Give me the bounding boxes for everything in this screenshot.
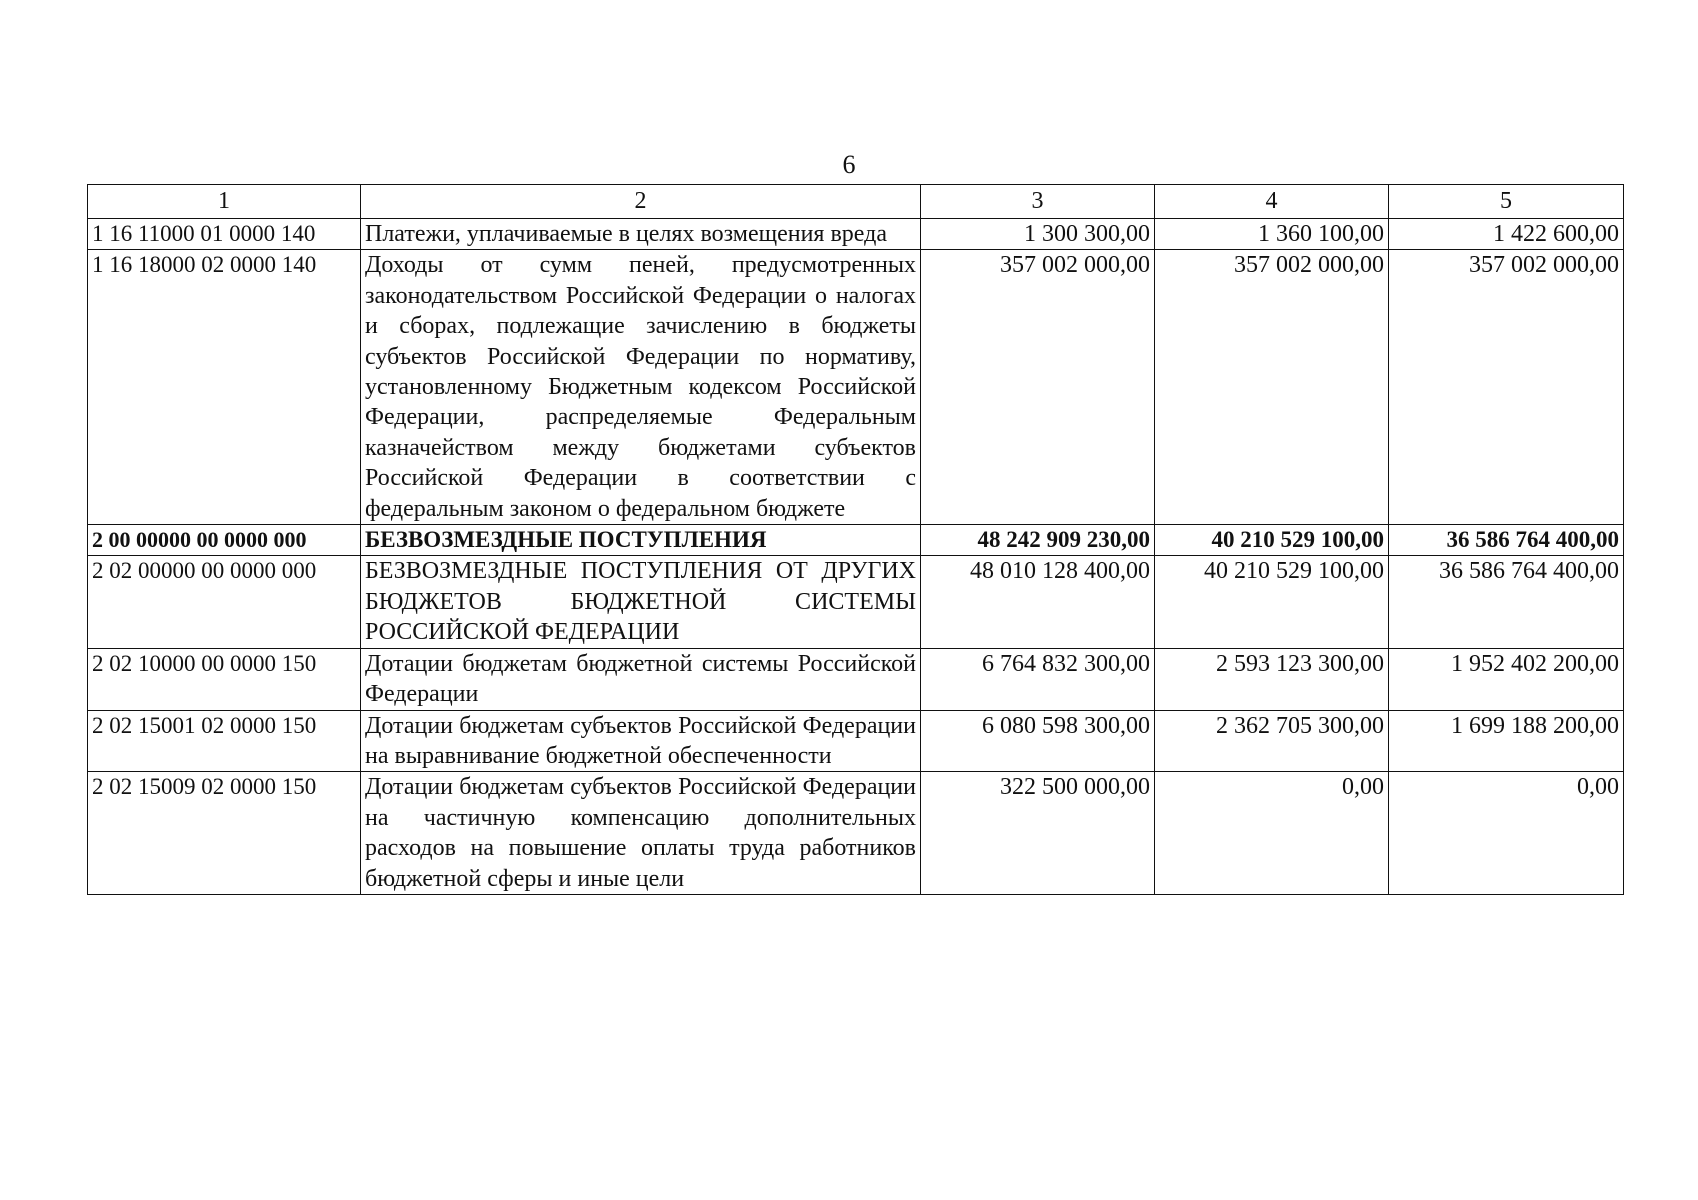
amount-col3-cell: 357 002 000,00 <box>921 250 1155 525</box>
amount-col4-cell: 40 210 529 100,00 <box>1155 556 1389 648</box>
table-row <box>88 250 1624 525</box>
amount-col3-cell: 1 300 300,00 <box>921 219 1155 250</box>
budget-code-cell: 2 02 15009 02 0000 150 <box>88 772 361 895</box>
amount-col3-cell: 322 500 000,00 <box>921 772 1155 895</box>
revenue-name-cell: БЕЗВОЗМЕЗДНЫЕ ПОСТУПЛЕНИЯ <box>361 525 921 556</box>
column-header-1: 1 <box>88 185 361 219</box>
amount-col3-cell: 6 764 832 300,00 <box>921 648 1155 710</box>
revenue-name-cell: Дотации бюджетам субъектов Российской Федерации на частичную компенсацию дополнительных расходов на повышение оплаты труда работников бюджетной сферы и иные цели <box>361 772 921 895</box>
budget-code-cell: 1 16 18000 02 0000 140 <box>88 250 361 525</box>
amount-col4-cell: 40 210 529 100,00 <box>1155 525 1389 556</box>
table-row-total <box>88 525 1624 556</box>
amount-col4-cell: 2 593 123 300,00 <box>1155 648 1389 710</box>
table-row <box>88 772 1624 895</box>
revenue-name-cell: Дотации бюджетам бюджетной системы Российской Федерации <box>361 648 921 710</box>
table-row <box>88 556 1624 648</box>
revenue-name-cell: Платежи, уплачиваемые в целях возмещения вреда <box>361 219 921 250</box>
column-header-2: 2 <box>361 185 921 219</box>
revenue-name-cell: БЕЗВОЗМЕЗДНЫЕ ПОСТУПЛЕНИЯ ОТ ДРУГИХ БЮДЖЕТОВ БЮДЖЕТНОЙ СИСТЕМЫ РОССИЙСКОЙ ФЕДЕРАЦИИ <box>361 556 921 648</box>
amount-col5-cell: 357 002 000,00 <box>1389 250 1624 525</box>
amount-col5-cell: 1 699 188 200,00 <box>1389 710 1624 772</box>
budget-code-cell: 2 02 15001 02 0000 150 <box>88 710 361 772</box>
amount-col4-cell: 2 362 705 300,00 <box>1155 710 1389 772</box>
amount-col4-cell: 0,00 <box>1155 772 1389 895</box>
budget-code-cell: 2 02 10000 00 0000 150 <box>88 648 361 710</box>
table-row <box>88 710 1624 772</box>
revenue-name-cell: Доходы от сумм пеней, предусмотренных законодательством Российской Федерации о налогах и сборах, подлежащие зачислению в бюджеты субъектов Российской Федерации по нормативу, установленному Бюджетным кодексом Российской Федерации, распределяемые Федеральным казначейством между бюджетами субъектов Российской Федерации в соответствии с федеральным законом о федеральном бюджете <box>361 250 921 525</box>
column-header-3: 3 <box>921 185 1155 219</box>
column-header-4: 4 <box>1155 185 1389 219</box>
budget-code-cell: 2 00 00000 00 0000 000 <box>88 525 361 556</box>
page-number: 6 <box>842 150 856 179</box>
amount-col3-cell: 48 010 128 400,00 <box>921 556 1155 648</box>
column-header-5: 5 <box>1389 185 1624 219</box>
table-header-row <box>88 185 1624 219</box>
amount-col5-cell: 36 586 764 400,00 <box>1389 525 1624 556</box>
table-row <box>88 648 1624 710</box>
amount-col5-cell: 1 422 600,00 <box>1389 219 1624 250</box>
budget-code-cell: 1 16 11000 01 0000 140 <box>88 219 361 250</box>
budget-revenue-table <box>87 184 1624 895</box>
budget-code-cell: 2 02 00000 00 0000 000 <box>88 556 361 648</box>
amount-col5-cell: 0,00 <box>1389 772 1624 895</box>
revenue-name-cell: Дотации бюджетам субъектов Российской Федерации на выравнивание бюджетной обеспеченности <box>361 710 921 772</box>
amount-col4-cell: 1 360 100,00 <box>1155 219 1389 250</box>
amount-col3-cell: 48 242 909 230,00 <box>921 525 1155 556</box>
table-row <box>88 219 1624 250</box>
amount-col5-cell: 1 952 402 200,00 <box>1389 648 1624 710</box>
amount-col4-cell: 357 002 000,00 <box>1155 250 1389 525</box>
amount-col5-cell: 36 586 764 400,00 <box>1389 556 1624 648</box>
amount-col3-cell: 6 080 598 300,00 <box>921 710 1155 772</box>
